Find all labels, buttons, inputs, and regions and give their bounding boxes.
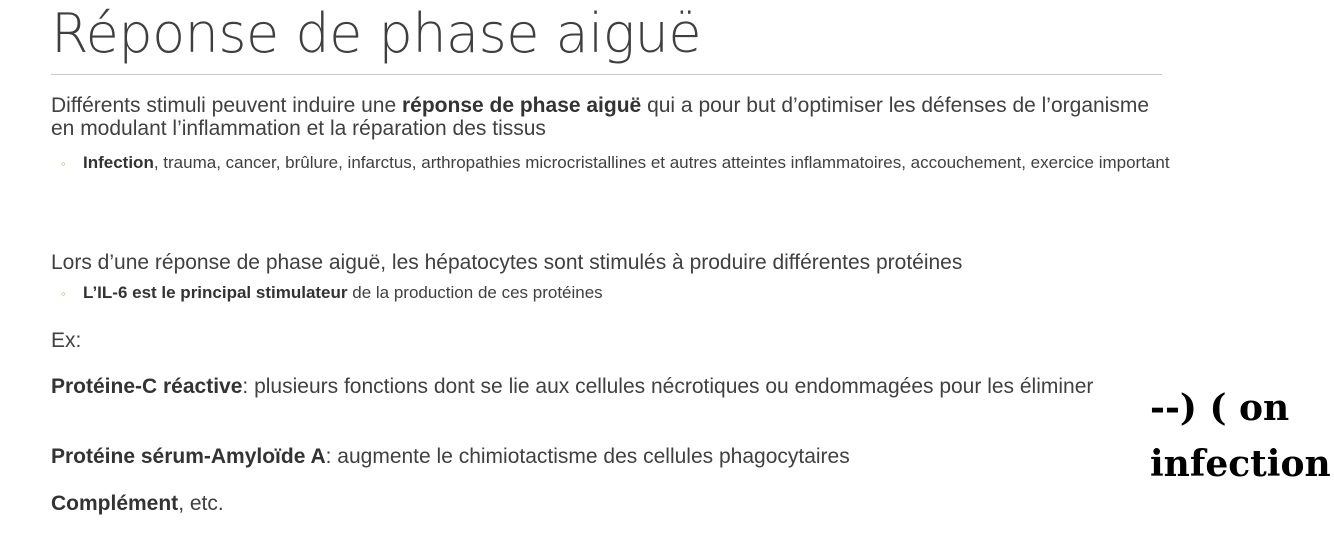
saa-term: Protéine sérum-Amyloïde A (51, 445, 326, 468)
handwritten-note-line2: infection (1150, 443, 1331, 485)
circle-bullet-icon: ◦ (61, 156, 66, 171)
slide-title: Réponse de phase aiguë (51, 2, 702, 65)
saa-description: : augmente le chimiotactisme des cellules phagocytaires (325, 445, 850, 468)
crp-term: Protéine-C réactive (51, 375, 243, 398)
intro-bold-term: réponse de phase aiguë (401, 94, 642, 117)
stimuli-bullet-text (61, 153, 1171, 173)
handwritten-note-line1: --) ( on (1150, 387, 1290, 429)
crp-description: : plusieurs fonctions dont se lie aux cellules nécrotiques ou endommagées pour les éliminer (242, 375, 1094, 398)
il6-bold-term: L’IL-6 est le principal stimulateur (83, 283, 348, 302)
intro-text-end: qui a pour but d’optimiser les défenses de l’organisme en modulant l’inflammation et la réparation des tissus (51, 94, 1150, 140)
intro-text-start: Différents stimuli peuvent induire une (51, 94, 402, 117)
intro-paragraph (51, 94, 1151, 140)
complement-term: Complément (51, 492, 179, 515)
title-divider (51, 74, 1162, 75)
crp-item (51, 375, 1141, 398)
saa-item (51, 445, 1151, 468)
circle-bullet-icon: ◦ (61, 286, 66, 301)
complement-rest: , etc. (178, 492, 224, 515)
il6-rest: de la production de ces protéines (347, 283, 603, 302)
il6-bullet (61, 283, 1171, 303)
stimuli-bullet (61, 153, 1171, 173)
examples-label: Ex: (51, 329, 82, 352)
stimuli-list: , trauma, cancer, brûlure, infarctus, arthropathies microcristallines et autres atteintes inflammatoires, accouchement, exercice important (153, 153, 1170, 172)
il6-bullet-text (61, 283, 1171, 303)
stimuli-bold-term: Infection (83, 153, 154, 172)
hepatocytes-paragraph: Lors d’une réponse de phase aiguë, les hépatocytes sont stimulés à produire différentes protéines (51, 251, 963, 274)
complement-item (51, 492, 1151, 515)
